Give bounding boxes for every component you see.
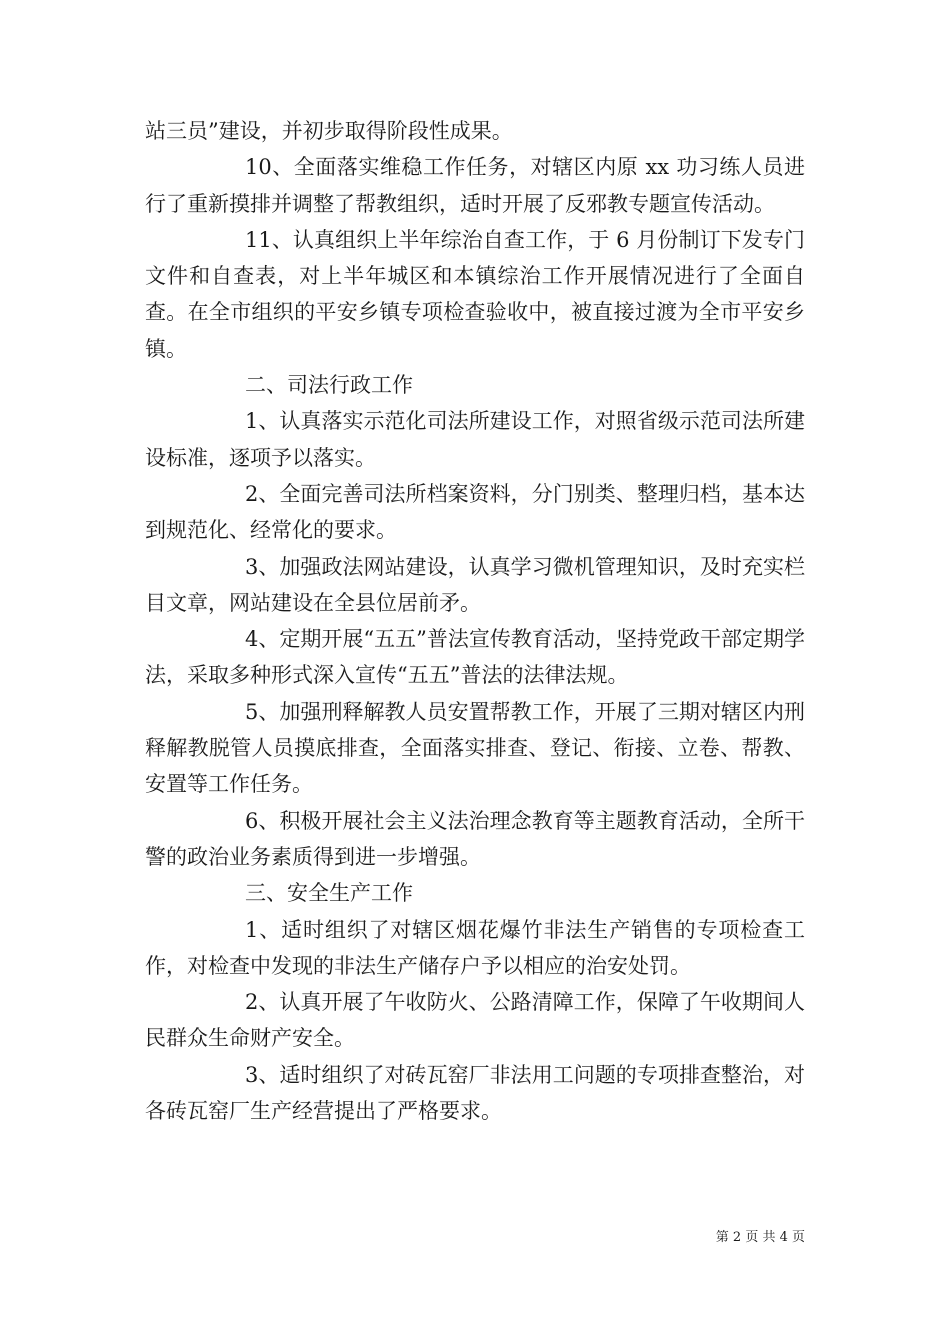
page-number-footer: 第 2 页 共 4 页: [715, 1230, 805, 1245]
paragraph-6: 2、全面完善司法所档案资料，分门别类、整理归档，基本达到规范化、经常化的要求。: [145, 481, 805, 543]
paragraph-7: 3、加强政法网站建设，认真学习微机管理知识，及时充实栏目文章，网站建设在全县位居前矛。: [145, 554, 805, 615]
paragraph-5: 1、认真落实示范化司法所建设工作，对照省级示范司法所建设标准，逐项予以落实。: [145, 409, 805, 470]
section-heading-3: 三、安全生产工作: [245, 881, 413, 906]
paragraph-13: 2、认真开展了午收防火、公路清障工作，保障了午收期间人民群众生命财产安全。: [145, 990, 805, 1051]
document-body: [145, 113, 805, 1129]
paragraph-9: 5、加强刑释解教人员安置帮教工作，开展了三期对辖区内刑释解教脱管人员摸底排查，全面落实排查、登记、衔接、立卷、帮教、安置等工作任务。: [145, 699, 805, 797]
paragraph-14: 3、适时组织了对砖瓦窑厂非法用工问题的专项排查整治，对各砖瓦窑厂生产经营提出了严格要求。: [145, 1062, 805, 1124]
paragraph-3: 11、认真组织上半年综治自查工作，于 6 月份制订下发专门文件和自查表，对上半年城区和本镇综治工作开展情况进行了全面自查。在全市组织的平安乡镇专项检查验收中，被直接过渡为全市平安乡镇。: [145, 227, 805, 361]
paragraph-8: 4、定期开展“五五”普法宣传教育活动，坚持党政干部定期学法，采取多种形式深入宣传“五五”普法的法律法规。: [145, 627, 805, 688]
paragraph-10: 6、积极开展社会主义法治理念教育等主题教育活动，全所干警的政治业务素质得到进一步增强。: [145, 808, 805, 869]
paragraph-12: 1、适时组织了对辖区烟花爆竹非法生产销售的专项检查工作，对检查中发现的非法生产储存户予以相应的治安处罚。: [145, 917, 805, 978]
paragraph-2: 10、全面落实维稳工作任务，对辖区内原 xx 功习练人员进行了重新摸排并调整了帮教组织，适时开展了反邪教专题宣传活动。: [145, 155, 805, 216]
paragraph-1: 站三员”建设，并初步取得阶段性成果。: [145, 119, 513, 143]
section-heading-2: 二、司法行政工作: [245, 373, 413, 398]
